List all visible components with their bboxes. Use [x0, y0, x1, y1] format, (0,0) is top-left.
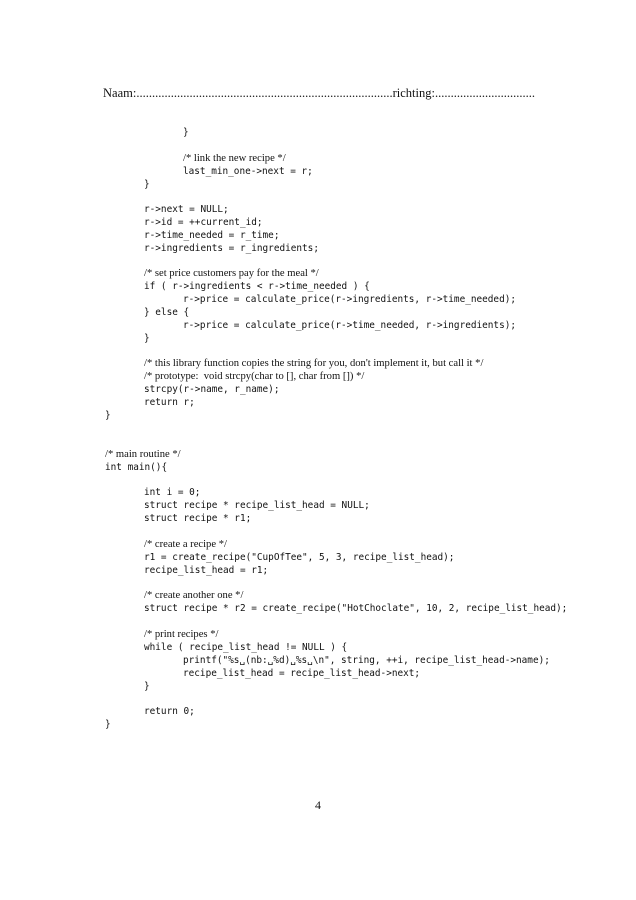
code-line: if ( r->ingredients < r->time_needed ) {: [144, 281, 370, 292]
code-comment: /* prototype: void strcpy(char to [], char from []) */: [144, 371, 365, 382]
code-comment: /* link the new recipe */: [183, 153, 286, 164]
page-number: 4: [315, 798, 321, 812]
code-comment: /* create another one */: [144, 590, 244, 601]
code-line: int main(){: [105, 462, 168, 473]
code-line: }: [144, 333, 150, 344]
direction-blank: ................................: [434, 86, 535, 100]
student-info-header: [103, 86, 535, 101]
code-line: r1 = create_recipe("CupOfTee", 5, 3, recipe_list_head);: [144, 552, 455, 563]
code-line: } else {: [144, 307, 190, 318]
direction-label: richting:: [392, 86, 435, 100]
code-line: r->id = ++current_id;: [144, 217, 263, 228]
code-line: strcpy(r->name, r_name);: [144, 384, 280, 395]
code-line: }: [105, 719, 111, 730]
code-comment: /* this library function copies the string for you, don't implement it, but call it */: [144, 358, 484, 369]
code-line: r->price = calculate_price(r->time_needed, r->ingredients);: [183, 320, 517, 331]
code-comment: /* print recipes */: [144, 629, 219, 640]
code-line: }: [144, 681, 150, 692]
code-line: printf("%s␣(nb:␣%d)␣%s␣\n", string, ++i, recipe_list_head->name);: [183, 655, 550, 666]
code-line: }: [105, 410, 111, 421]
code-line: struct recipe * r2 = create_recipe("HotChoclate", 10, 2, recipe_list_head);: [144, 603, 568, 614]
code-line: struct recipe * recipe_list_head = NULL;: [144, 500, 370, 511]
name-label: Naam:: [103, 86, 137, 100]
code-line: struct recipe * r1;: [144, 513, 252, 524]
code-line: }: [144, 179, 150, 190]
code-comment: /* create a recipe */: [144, 539, 227, 550]
code-line: recipe_list_head = r1;: [144, 565, 269, 576]
code-line: r->time_needed = r_time;: [144, 230, 280, 241]
name-blank: ..................................................................................: [136, 86, 393, 100]
code-line: last_min_one->next = r;: [183, 166, 313, 177]
code-line: r->price = calculate_price(r->ingredients, r->time_needed);: [183, 294, 517, 305]
code-line: while ( recipe_list_head != NULL ) {: [144, 642, 348, 653]
code-comment: /* main routine */: [105, 449, 181, 460]
code-line: r->next = NULL;: [144, 204, 229, 215]
code-line: return r;: [144, 397, 195, 408]
code-line: }: [183, 127, 189, 138]
code-line: return 0;: [144, 706, 195, 717]
code-comment: /* set price customers pay for the meal */: [144, 268, 319, 279]
code-line: r->ingredients = r_ingredients;: [144, 243, 319, 254]
code-line: recipe_list_head = recipe_list_head->next;: [183, 668, 421, 679]
code-line: int i = 0;: [144, 487, 201, 498]
